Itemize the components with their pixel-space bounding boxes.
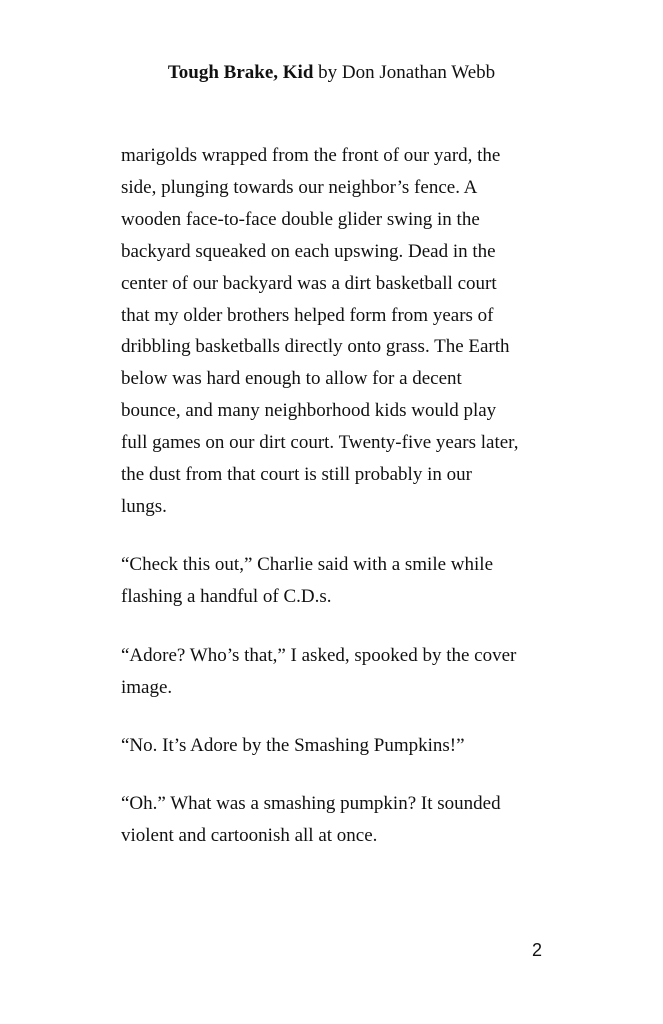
text-line: dribbling basketballs directly onto grass. The Earth bbox=[121, 336, 510, 358]
paragraph-smashing-pumpkins bbox=[121, 730, 551, 762]
text-line: wooden face-to-face double glider swing in the bbox=[121, 208, 480, 230]
text-line: below was hard enough to allow for a decent bbox=[121, 368, 462, 390]
body-text bbox=[121, 140, 551, 879]
paragraph-adore-question bbox=[121, 640, 551, 704]
text-line: “Adore? Who’s that,” I asked, spooked by the cover bbox=[121, 644, 517, 666]
page-number: 2 bbox=[531, 940, 542, 960]
text-line: full games on our dirt court. Twenty-five years later, bbox=[121, 432, 519, 454]
paragraph-backyard bbox=[121, 140, 551, 523]
text-line: bounce, and many neighborhood kids would play bbox=[121, 400, 497, 422]
text-line: marigolds wrapped from the front of our yard, the bbox=[121, 145, 501, 166]
text-line: “No. It’s Adore by the Smashing Pumpkins!” bbox=[121, 735, 465, 756]
text-line: side, plunging towards our neighbor’s fence. A bbox=[121, 176, 478, 198]
text-line: center of our backyard was a dirt basketball court bbox=[121, 272, 497, 294]
text-line: “Check this out,” Charlie said with a smile while bbox=[121, 554, 494, 576]
text-line: flashing a handful of C.D.s. bbox=[121, 586, 332, 608]
text-line: image. bbox=[121, 676, 173, 698]
author-byline: by Don Jonathan Webb bbox=[313, 62, 496, 83]
paragraph-oh bbox=[121, 788, 551, 852]
text-line: “Oh.” What was a smashing pumpkin? It sounded bbox=[121, 793, 501, 815]
page-header bbox=[0, 61, 663, 85]
text-line: that my older brothers helped form from years of bbox=[121, 304, 494, 326]
text-line: backyard squeaked on each upswing. Dead in the bbox=[121, 240, 496, 262]
paragraph-check-this-out bbox=[121, 549, 551, 613]
book-title: Tough Brake, Kid bbox=[167, 62, 314, 83]
text-line: lungs. bbox=[121, 495, 167, 517]
text-line: violent and cartoonish all at once. bbox=[121, 825, 378, 847]
text-line: the dust from that court is still probably in our bbox=[121, 464, 472, 486]
